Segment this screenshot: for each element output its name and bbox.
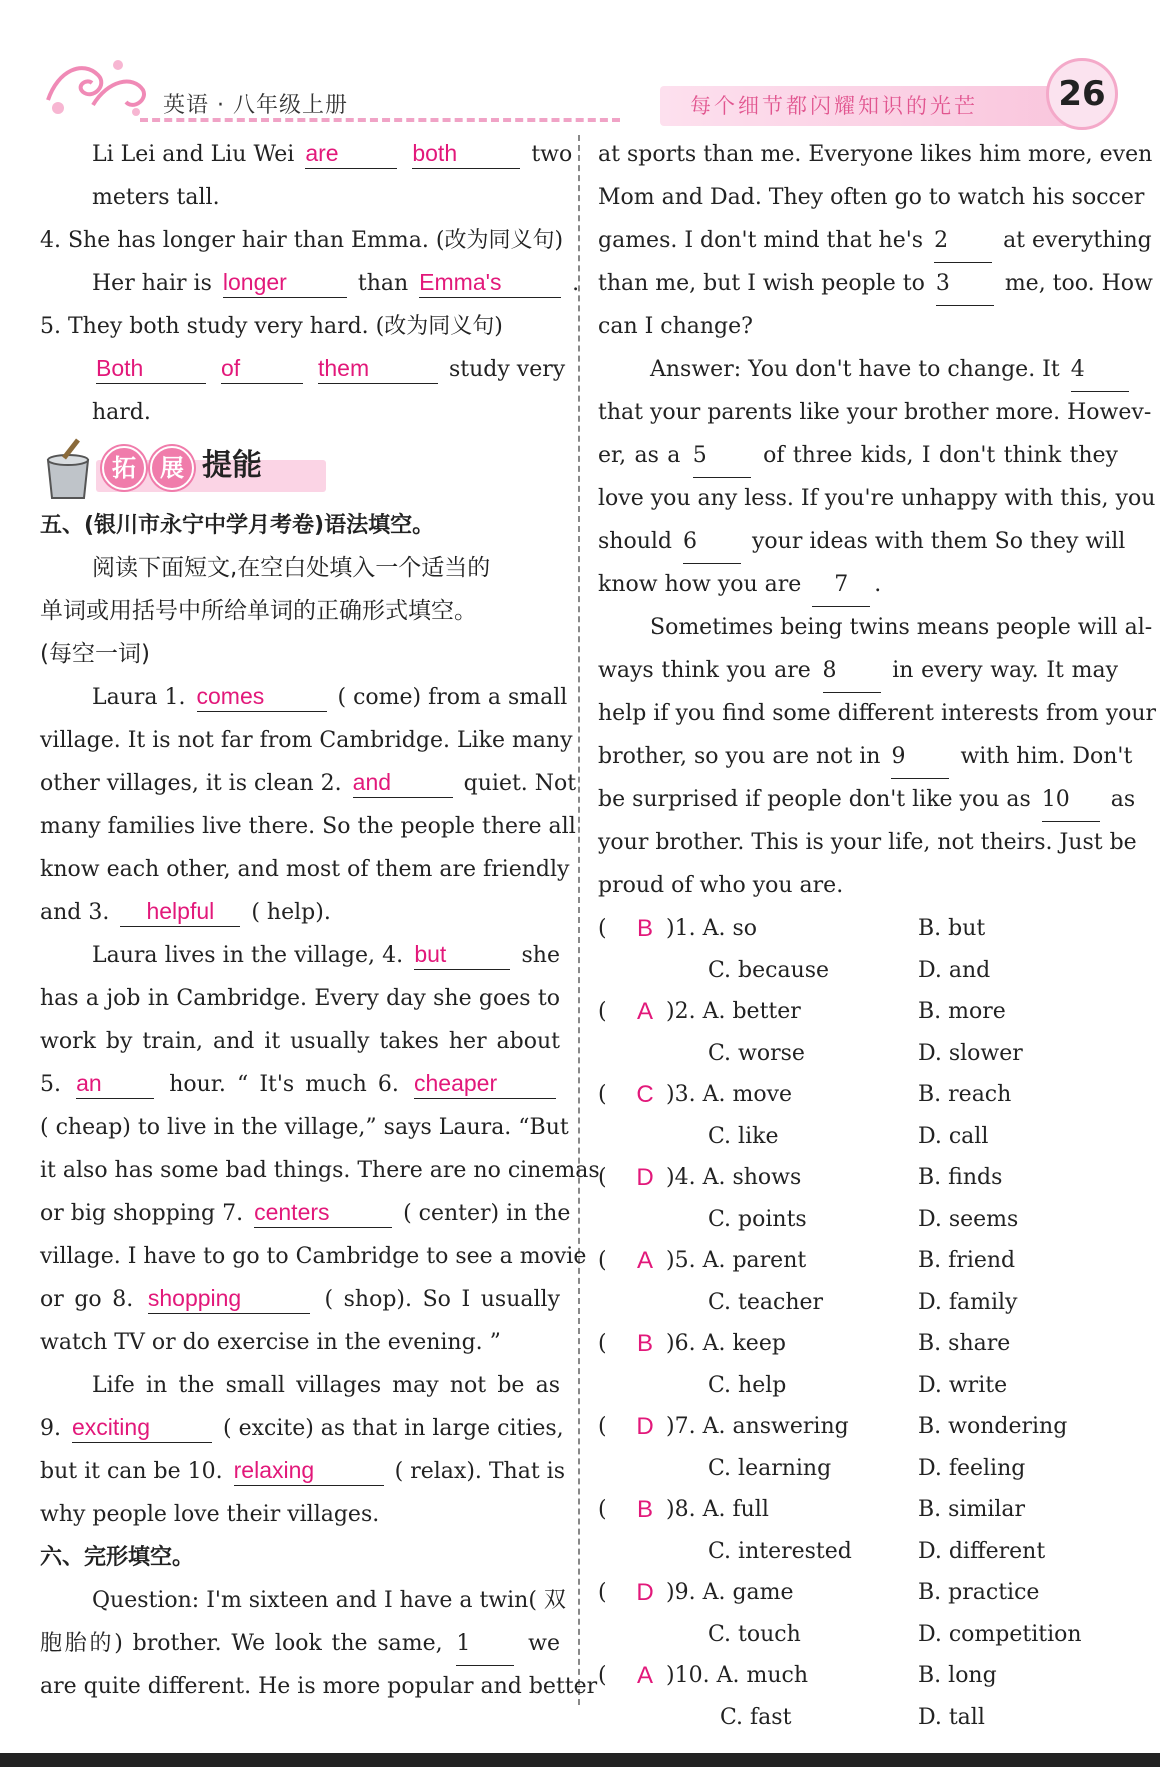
option-d: D. different [918,1538,1046,1564]
choice-row: ( D )7. A. answering B. wondering [598,1405,1118,1447]
choice-answer: B [636,915,653,942]
option-a: A. answering [702,1414,849,1439]
cloze-blank: 6 [683,520,741,564]
option-c: C. like [708,1123,779,1149]
answer-blank: comes [197,681,327,712]
choice-row [598,1032,1118,1074]
choice-answer: C [636,1081,654,1108]
option-d: D. family [918,1289,1018,1315]
left-column [40,133,600,1708]
choice-row [598,1198,1118,1240]
text-line: Answer: You don't have to change. It 4 [598,348,1118,391]
answer-blank: Both [96,353,206,384]
option-a: A. game [702,1580,794,1605]
choice-list [598,907,1118,1737]
answer-blank: of [221,353,303,384]
paint-bucket-icon [40,438,96,502]
answer-blank: both [412,138,520,169]
option-d: D. slower [918,1040,1023,1066]
choice-answer: B [636,1496,653,1523]
instruction-line: (每空一词) [40,641,150,667]
text-line: at sports than me. Everyone likes him more, even [598,142,1153,167]
option-a: A. parent [702,1248,807,1273]
answer-blank: centers [254,1197,392,1228]
text-line: know how you are 7 . [598,563,1118,606]
text-line: that your parents like your brother more. Howev- [598,400,1152,425]
text-line: Laura lives in the village, 4. but she [92,941,560,968]
choice-row [598,1364,1118,1406]
text-line: love you any less. If you're unhappy with this, you [598,486,1156,511]
choice-row: ( A )10. A. much B. long [598,1654,1118,1696]
text-line: 胞胎的) brother. We look the same, 1 we [40,1622,560,1665]
cloze-blank: 2 [934,219,992,263]
text-line: 5. an hour. “ It's much 6. cheaper [40,1063,560,1106]
choice-row: ( C )3. A. move B. reach [598,1073,1118,1115]
section-5-heading: 五、(银川市永宁中学月考卷)语法填空。 [40,513,435,538]
text-line: watch TV or do exercise in the evening. ” [40,1330,501,1355]
choice-number: 6. [674,1331,696,1356]
text-line: than me, but I wish people to 3 me, too. How [598,262,1118,305]
text-line: ways think you are 8 in every way. It may [598,649,1118,692]
option-b: B. wondering [918,1414,1068,1439]
answer-blank: but [414,939,510,970]
option-b: B. friend [918,1248,1016,1273]
option-d: D. feeling [918,1455,1026,1481]
option-a: A. so [702,916,758,941]
text-line: Sometimes being twins means people will al- [650,615,1153,640]
text-line: Life in the small villages may not be as [92,1373,560,1398]
page-number: 26 [1046,58,1118,130]
option-a: A. much [716,1663,808,1688]
answer-blank: cheaper [414,1068,556,1099]
answer-blank: are [305,138,397,169]
text-line: Her hair is longer than Emma's . [92,269,580,296]
choice-answer: B [636,1330,653,1357]
choice-row [598,1530,1118,1572]
question-4: 4. She has longer hair than Emma. (改为同义句) [40,228,564,253]
choice-row [598,949,1118,991]
text-line: village. It is not far from Cambridge. Like many [40,728,573,753]
text-line: why people love their villages. [40,1502,380,1527]
text-line: or go 8. shopping ( shop). So I usually [40,1285,560,1312]
cloze-blank: 7 [812,563,870,607]
section-6-heading: 六、完形填空。 [40,1545,195,1570]
text-line: village. I have to go to Cambridge to see a movie [40,1244,587,1269]
option-a: A. move [702,1082,793,1107]
text-line: but it can be 10. relaxing ( relax). That is [40,1457,566,1484]
text-line: Mom and Dad. They often go to watch his soccer [598,185,1145,210]
option-a: A. keep [702,1331,786,1356]
choice-row: ( D )4. A. shows B. finds [598,1156,1118,1198]
choice-number: 3. [674,1082,696,1107]
option-b: B. share [918,1331,1011,1356]
page-footer-bar [0,1753,1160,1767]
text-line: ( cheap) to live in the village,” says Laura. “But [40,1115,569,1140]
option-c: C. worse [708,1040,805,1066]
choice-row: ( B )6. A. keep B. share [598,1322,1118,1364]
option-b: B. long [918,1663,997,1688]
option-d: D. call [918,1123,989,1149]
option-c: C. learning [708,1455,832,1481]
choice-answer: D [636,1164,654,1191]
choice-number: 5. [674,1248,696,1273]
option-c: C. interested [708,1538,852,1564]
text-line: should 6 your ideas with them So they will [598,520,1118,563]
answer-blank: helpful [120,896,240,927]
answer-blank: and [353,767,453,798]
text-line: hard. [92,400,151,425]
option-a: A. shows [702,1165,802,1190]
option-b: B. similar [918,1497,1026,1522]
choice-answer: D [636,1579,654,1606]
answer-blank: an [76,1068,154,1099]
text-line: er, as a 5 of three kids, I don't think they [598,434,1118,477]
choice-row: ( B )1. A. so B. but [598,907,1118,949]
option-c: C. teacher [708,1289,824,1315]
answer-blank: exciting [72,1412,212,1443]
banner-char-badge: 拓 [102,446,146,490]
text-line: has a job in Cambridge. Every day she goes to [40,986,560,1011]
cloze-blank: 1 [456,1622,514,1666]
cloze-blank: 8 [823,649,881,693]
choice-number: 2. [674,999,696,1024]
option-b: B. reach [918,1082,1012,1107]
option-a: A. full [702,1497,769,1522]
option-d: D. write [918,1372,1008,1398]
choice-row: ( B )8. A. full B. similar [598,1488,1118,1530]
right-column [598,133,1157,1737]
text-line: and 3. helpful ( help). [40,898,331,925]
option-c: C. because [708,957,830,983]
option-d: D. tall [918,1704,985,1730]
text-line: many families live there. So the people there all [40,814,576,839]
option-d: D. and [918,957,991,983]
text-line: your brother. This is your life, not theirs. Just be [598,830,1137,855]
option-b: B. but [918,916,986,941]
option-b: B. more [918,999,1006,1024]
choice-row: ( A )5. A. parent B. friend [598,1239,1118,1281]
header-divider [140,118,620,122]
cloze-blank: 5 [693,434,751,478]
choice-row [598,1613,1118,1655]
floral-flourish-icon [38,50,148,120]
choice-row [598,1696,1118,1738]
choice-row: ( D )9. A. game B. practice [598,1571,1118,1613]
choice-row [598,1281,1118,1323]
text-line: Question: I'm sixteen and I have a twin( 双 [92,1588,566,1613]
answer-blank: longer [223,267,347,298]
option-d: D. competition [918,1621,1082,1647]
choice-number: 1. [674,916,696,941]
choice-number: 4. [674,1165,696,1190]
choice-answer: A [636,998,653,1025]
text-line: Li Lei and Liu Wei are both two [92,140,573,167]
question-5: 5. They both study very hard. (改为同义句) [40,314,503,339]
cloze-blank: 10 [1042,778,1100,822]
answer-blank: them [318,353,438,384]
text-line: games. I don't mind that he's 2 at everything [598,219,1118,262]
text-line: or big shopping 7. centers ( center) in the [40,1199,571,1226]
instruction-line: 阅读下面短文,在空白处填入一个适当的 [92,555,491,581]
answer-blank: relaxing [234,1455,384,1486]
text-line: know each other, and most of them are friendly [40,857,570,882]
choice-row [598,1115,1118,1157]
cloze-blank: 3 [936,262,994,306]
text-line: Laura 1. comes ( come) from a small [92,683,568,710]
banner-char-badge: 展 [150,446,194,490]
choice-answer: A [636,1247,653,1274]
choice-answer: D [636,1413,654,1440]
book-title: 英语 · 八年级上册 [163,93,348,118]
choice-number: 7. [674,1414,696,1439]
text-line: are quite different. He is more popular and better [40,1674,598,1699]
choice-row [598,1447,1118,1489]
section-banner-tuozhan [40,434,560,504]
text-line: meters tall. [92,185,220,210]
option-c: C. points [708,1206,807,1232]
text-line: 9. exciting ( excite) as that in large cities, [40,1414,564,1441]
option-b: B. finds [918,1165,1003,1190]
option-c: C. help [708,1372,787,1398]
option-c: C. touch [708,1621,801,1647]
choice-number: 10. [674,1663,710,1688]
option-d: D. seems [918,1206,1019,1232]
option-b: B. practice [918,1580,1040,1605]
option-a: A. better [702,999,801,1024]
text-line: Both of them study very [96,355,566,382]
answer-blank: Emma's [419,267,561,298]
text-line: be surprised if people don't like you as 10 as [598,778,1118,821]
text-line: help if you find some different interests from your [598,701,1157,726]
choice-number: 8. [674,1497,696,1522]
option-c: C. fast [720,1704,792,1730]
banner-title: 提能 [202,448,262,483]
text-line: brother, so you are not in 9 with him. Don't [598,735,1118,778]
text-line: proud of who you are. [598,873,844,898]
choice-number: 9. [674,1580,696,1605]
answer-blank: shopping [148,1283,310,1314]
text-line: other villages, it is clean 2. and quiet. Not [40,769,577,796]
cloze-blank: 9 [891,735,949,779]
instruction-line: 单词或用括号中所给单词的正确形式填空。 [40,598,477,624]
choice-answer: A [636,1662,653,1689]
text-line: work by train, and it usually takes her about [40,1029,560,1054]
cloze-blank: 4 [1071,348,1129,392]
header-slogan: 每个细节都闪耀知识的光芒 [660,86,1070,126]
page-header [0,0,1160,130]
text-line: it also has some bad things. There are no cinemas [40,1158,600,1183]
choice-row: ( A )2. A. better B. more [598,990,1118,1032]
text-line: can I change? [598,314,753,339]
column-divider [578,135,580,1705]
